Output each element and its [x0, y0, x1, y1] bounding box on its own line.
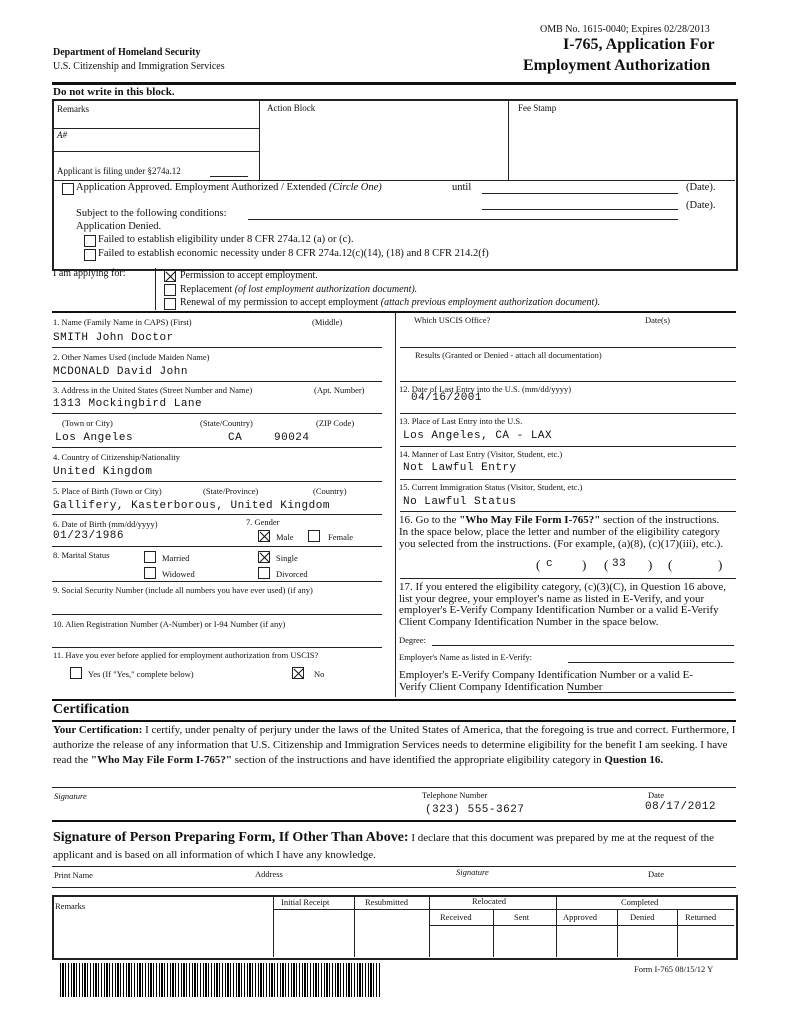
eligibility-open-1: (	[536, 557, 541, 572]
q8-rule	[52, 581, 382, 582]
renewal-label	[180, 297, 600, 308]
q17-text: 17. If you entered the eligibility category, (c)(3)(C), in Question 16 above, list your degree, your employer's name as listed in E-Verify, and your employer's E-Verify Company Identification Number or a valid E-Verify Client Company Identification Number in the space below.	[399, 581, 727, 628]
conditions-line[interactable]	[248, 219, 678, 220]
citizenship-field[interactable]: United Kingdom	[53, 466, 153, 478]
name-field[interactable]: SMITH John Doctor	[53, 332, 174, 344]
office-divider-1	[259, 100, 260, 180]
q12-rule	[400, 413, 736, 414]
filing-under-line[interactable]	[210, 176, 248, 177]
until-line-2[interactable]	[482, 209, 678, 210]
denied-reason-2: Failed to establish economic necessity under 8 CFR 274a.12(c)(14), (18) and 8 CFR 214.2(f)	[98, 248, 489, 259]
department-name: Department of Homeland Security	[53, 47, 201, 58]
q15-label: 15. Current Immigration Status (Visitor, Student, etc.)	[399, 482, 583, 492]
entry-manner-field[interactable]: Not Lawful Entry	[403, 462, 517, 474]
q5-label: 5. Place of Birth (Town or City)	[53, 486, 162, 496]
permission-checkbox[interactable]	[164, 270, 176, 282]
q5-state-label: (State/Province)	[203, 486, 259, 496]
until-line[interactable]	[482, 193, 678, 194]
q16-text	[399, 514, 729, 550]
dates-label: Date(s)	[645, 315, 671, 325]
q6-label: 6. Date of Birth (mm/dd/yyyy)	[53, 519, 158, 529]
replacement-note: (of lost employment authorization document).	[234, 284, 418, 295]
cert-text2: section of the instructions and have identified the appropriate eligibility category in	[232, 754, 605, 766]
circle-one-text: (Circle One)	[328, 182, 382, 193]
degree-line[interactable]	[432, 645, 734, 646]
q3-rule	[52, 413, 382, 414]
zip-field[interactable]: 90024	[274, 432, 310, 444]
signature-label: Signature	[54, 791, 87, 801]
office-mid-rule	[53, 180, 735, 181]
approved-label	[76, 182, 382, 193]
date-suffix-1: (Date).	[686, 182, 716, 193]
telephone-field[interactable]: (323) 555-3627	[425, 804, 525, 816]
no-label: No	[314, 669, 325, 679]
replacement-label	[180, 284, 417, 295]
cert-bottom-rule	[52, 820, 736, 822]
employer-name-label: Employer's Name as listed in E-Verify:	[399, 652, 533, 662]
cert-bold-mid: "Who May File Form I-765?"	[90, 754, 233, 766]
address-field[interactable]: 1313 Mockingbird Lane	[53, 398, 203, 410]
q6-rule	[52, 546, 382, 547]
telephone-label: Telephone Number	[422, 790, 488, 800]
q4-label: 4. Country of Citizenship/Nationality	[53, 452, 181, 462]
table-vline-4	[493, 909, 494, 957]
town-field[interactable]: Los Angeles	[55, 432, 134, 444]
cert-heading-rule	[52, 720, 736, 722]
q14-label: 14. Manner of Last Entry (Visitor, Student, etc.)	[399, 449, 563, 459]
yes-label: Yes (If "Yes," complete below)	[88, 669, 194, 679]
q2-label: 2. Other Names Used (include Maiden Name)	[53, 352, 210, 362]
column-divider	[395, 312, 396, 697]
form-title-line1: I-765, Application For	[563, 36, 715, 53]
action-block-label: Action Block	[267, 103, 316, 113]
applying-bottom-rule	[52, 311, 736, 313]
q1-label: 1. Name (Family Name in CAPS) (First)	[53, 317, 192, 327]
address-label: Address	[255, 869, 283, 879]
q16-bold: "Who May File Form I-765?"	[459, 514, 601, 526]
certification-heading: Certification	[53, 702, 130, 717]
sent-label: Sent	[514, 912, 530, 922]
immigration-status-field[interactable]: No Lawful Status	[403, 496, 517, 508]
office-rule[interactable]	[400, 347, 736, 348]
preparer-rule	[52, 866, 736, 867]
employer-name-line[interactable]	[568, 662, 734, 663]
q16-rule	[400, 578, 736, 579]
table-vline-5	[556, 896, 557, 957]
denied-reason-2-checkbox[interactable]	[84, 249, 96, 261]
form-title-line2: Employment Authorization	[523, 57, 711, 74]
denied-label: Application Denied.	[76, 221, 162, 232]
office-divider-2	[508, 100, 509, 180]
state-label: (State/Country)	[200, 418, 253, 428]
bottom-remarks-label: Remarks	[55, 901, 86, 911]
renewal-checkbox[interactable]	[164, 298, 176, 310]
renewal-text: Renewal of my permission to accept employment	[180, 297, 379, 308]
female-label: Female	[328, 532, 354, 542]
male-label: Male	[276, 532, 294, 542]
q8-label: 8. Marital Status	[53, 550, 110, 560]
cert-date-field[interactable]: 08/17/2012	[645, 801, 717, 813]
a-number-label: A#	[57, 130, 67, 140]
q14-rule	[400, 479, 736, 480]
q12-label: 12. Date of Last Entry into the U.S. (mm/dd/yyyy)	[399, 384, 572, 394]
do-not-write-label: Do not write in this block.	[53, 86, 175, 98]
cert-top-rule	[52, 699, 736, 701]
yes-checkbox[interactable]	[70, 667, 82, 679]
male-checkbox[interactable]	[258, 530, 270, 542]
denied-reason-1: Failed to establish eligibility under 8 CFR 274a.12 (a) or (c).	[98, 234, 354, 245]
permission-label: Permission to accept employment.	[180, 270, 318, 281]
state-field[interactable]: CA	[228, 432, 243, 444]
applying-for-label: I am applying for:	[53, 268, 126, 279]
dob-field[interactable]: 01/23/1986	[53, 530, 125, 542]
denied-reason-1-checkbox[interactable]	[84, 235, 96, 247]
female-checkbox[interactable]	[308, 530, 320, 542]
denied-col-label: Denied	[630, 912, 655, 922]
no-checkbox[interactable]	[292, 667, 304, 679]
fee-stamp-label: Fee Stamp	[518, 103, 557, 113]
q5-rule	[52, 514, 382, 515]
table-vline-1	[273, 896, 274, 957]
eligibility-open-2: (	[604, 557, 609, 572]
preparer-bottom-rule[interactable]	[52, 887, 736, 888]
table-vline-6	[617, 909, 618, 957]
q3-apt-label: (Apt. Number)	[314, 385, 365, 395]
q5-country-label: (Country)	[313, 486, 347, 496]
preparer-signature-label: Signature	[456, 867, 489, 877]
q1-middle-label: (Middle)	[312, 317, 343, 327]
results-rule[interactable]	[400, 381, 736, 382]
eligibility-part2-field[interactable]: 33	[612, 558, 627, 570]
omb-number: OMB No. 1615-0040; Expires 02/28/2013	[540, 24, 710, 35]
last-entry-date-field[interactable]: 04/16/2001	[411, 392, 483, 404]
resubmitted-label: Resubmitted	[365, 897, 408, 907]
q16-lead: 16. Go to the	[399, 514, 460, 526]
cert-period: .	[660, 754, 664, 766]
returned-label: Returned	[685, 912, 717, 922]
certification-text	[53, 723, 737, 768]
approved-checkbox[interactable]	[62, 183, 74, 195]
preparer-date-label: Date	[648, 869, 665, 879]
renewal-note: (attach previous employment authorization document).	[380, 297, 601, 308]
which-office-label: Which USCIS Office?	[414, 315, 491, 325]
q13-label: 13. Place of Last Entry into the U.S.	[399, 416, 523, 426]
widowed-label: Widowed	[162, 569, 195, 579]
married-label: Married	[162, 553, 190, 563]
eligibility-part1-field[interactable]: c	[546, 558, 554, 570]
cert-lead: Your Certification:	[53, 724, 143, 736]
eligibility-close-1: )	[582, 557, 587, 572]
remarks-label: Remarks	[57, 104, 89, 114]
replacement-text: Replacement	[180, 284, 233, 295]
table-hline-a	[273, 909, 356, 910]
single-checkbox[interactable]	[258, 551, 270, 563]
subject-conditions-label: Subject to the following conditions:	[76, 208, 227, 219]
q3-label: 3. Address in the United States (Street Number and Name)	[53, 385, 253, 395]
approved-col-label: Approved	[563, 912, 597, 922]
table-hline-d	[429, 925, 734, 926]
widowed-checkbox[interactable]	[144, 567, 156, 579]
agency-name: U.S. Citizenship and Immigration Services	[53, 61, 225, 72]
zip-label: (ZIP Code)	[316, 418, 355, 428]
q4-rule	[52, 481, 382, 482]
preparer-heading: Signature of Person Preparing Form, If Other Than Above:	[53, 830, 409, 845]
filing-under-label: Applicant is filing under §274a.12	[57, 166, 181, 176]
results-label: Results (Granted or Denied - attach all documentation)	[415, 350, 602, 360]
table-vline-2	[354, 896, 355, 957]
header-rule	[52, 82, 736, 85]
form-id-footer: Form I-765 08/15/12 Y	[634, 964, 714, 974]
town-label: (Town or City)	[62, 418, 113, 428]
birthplace-field[interactable]: Gallifery, Kasterborous, United Kingdom	[53, 500, 330, 512]
q15-rule	[400, 511, 736, 512]
employer-id-line[interactable]	[568, 692, 734, 693]
q2-rule	[52, 381, 382, 382]
preparer-text	[53, 829, 737, 864]
date-suffix-2: (Date).	[686, 200, 716, 211]
preparer-body: I declare that this document was prepared by me at the request of the applicant and is based on all information of which I have any knowledge.	[53, 832, 715, 861]
until-label: until	[452, 182, 472, 193]
completed-label: Completed	[621, 897, 659, 907]
q11-label: 11. Have you ever before applied for employment authorization from USCIS?	[53, 650, 319, 660]
employer-id-label: Employer's E-Verify Company Identification Number or a valid E-Verify Client Company Identification Number	[399, 669, 694, 693]
received-label: Received	[440, 912, 472, 922]
table-hline-b	[354, 909, 429, 910]
approved-text: Application Approved. Employment Authorized / Extended	[76, 182, 327, 193]
single-label: Single	[276, 553, 298, 563]
table-hline-c	[429, 909, 734, 910]
eligibility-close-3: )	[718, 557, 723, 572]
q16-rest: section of the instructions. In the space below, place the letter and number of the eligibility category you selected from the instructions. (For example, (a)(8), (c)(17)(iii), etc.).	[399, 514, 724, 550]
married-checkbox[interactable]	[144, 551, 156, 563]
table-vline-3	[429, 896, 430, 957]
cert-date-label: Date	[648, 790, 665, 800]
divorced-label: Divorced	[276, 569, 308, 579]
q9-rule[interactable]	[52, 614, 382, 615]
relocated-label: Relocated	[472, 896, 506, 906]
replacement-checkbox[interactable]	[164, 284, 176, 296]
town-rule	[52, 447, 382, 448]
remarks-rule	[53, 128, 259, 129]
q7-label: 7. Gender	[246, 517, 280, 527]
anumber-rule	[53, 151, 259, 152]
q10-rule[interactable]	[52, 647, 382, 648]
eligibility-close-2: )	[648, 557, 653, 572]
print-name-label: Print Name	[54, 870, 93, 880]
barcode-image	[60, 963, 380, 997]
degree-label: Degree:	[399, 635, 426, 645]
cert-bold-end: Question 16	[604, 754, 661, 766]
q1-rule	[52, 347, 382, 348]
entry-place-field[interactable]: Los Angeles, CA - LAX	[403, 430, 553, 442]
q10-label: 10. Alien Registration Number (A-Number) or I-94 Number (if any)	[53, 619, 286, 629]
cert-text1: I certify, under penalty of perjury under the laws of the United States of America, that the foregoing is true and correct. Furthermore, I authorize the release of any information that U.S. Citizenship and Immigration Services needs to determine eligibility for the benefit I am seeking. I have read the	[53, 724, 736, 766]
other-names-field[interactable]: MCDONALD David John	[53, 366, 188, 378]
applying-divider	[155, 268, 156, 310]
divorced-checkbox[interactable]	[258, 567, 270, 579]
q13-rule	[400, 446, 736, 447]
table-vline-7	[677, 909, 678, 957]
q9-label: 9. Social Security Number (include all numbers you have ever used) (if any)	[53, 585, 313, 595]
cert-text-rule	[52, 787, 736, 788]
eligibility-open-3: (	[668, 557, 673, 572]
initial-receipt-label: Initial Receipt	[281, 897, 330, 907]
